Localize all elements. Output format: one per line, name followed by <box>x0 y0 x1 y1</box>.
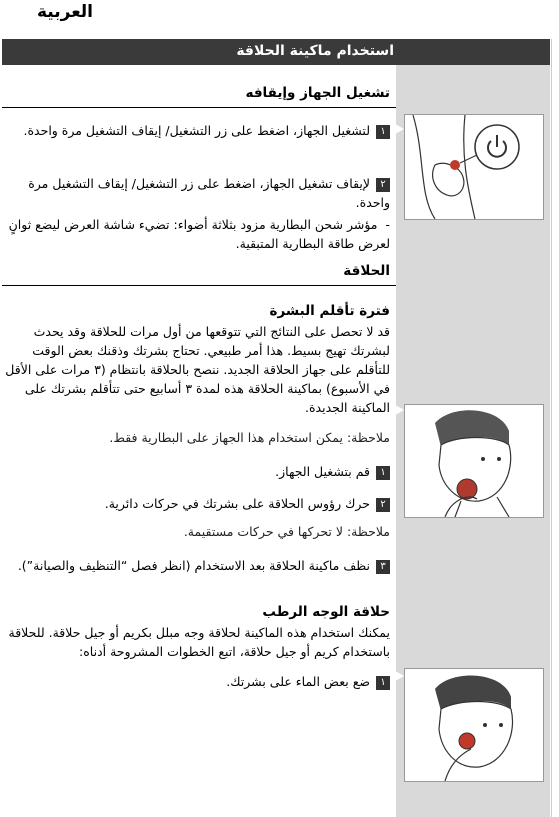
step-number: ٢ <box>376 498 390 512</box>
step-text: لتشغيل الجهاز، اضغط على زر التشغيل/ إيقاف التشغيل مرة واحدة. <box>23 123 370 138</box>
section-heading-on-off: تشغيل الجهاز وإيقافه <box>245 85 390 101</box>
step-text: حرك رؤوس الحلاقة على بشرتك في حركات دائرية. <box>104 496 370 511</box>
step-clean-shaver <box>4 556 390 575</box>
step-circular-movements <box>4 494 390 513</box>
step-1-on <box>4 121 390 140</box>
step-number: ١ <box>376 676 390 690</box>
pointer-arrow <box>390 402 404 418</box>
step-number: ٣ <box>376 560 390 574</box>
skin-adaptation-paragraph: قد لا تحصل على النتائج التي تتوقعها من أول مرات للحلاقة وقد يحدث لبشرتك تهيج بسيط. هذا أمر طبيعي. تحتاج بشرتك وذقنك بعض الوقت للتأقلم على جهاز الحلاقة الجديد. ننصح بالحلاقة بانتظام (٣ مرات على الأقل في الأسبوع) بماكينة الحلاقة هذه لمدة ٣ أسابيع حتى تتأقلم بشرتك على الماكينة الجديدة. <box>5 324 390 415</box>
section-banner <box>2 39 550 65</box>
bullet-text: مؤشر شحن البطارية مزود بثلاثة أضواء: تضيء شاشة العرض ليضع ثوانٍ لعرض طاقة البطارية المتبقية. <box>8 217 390 251</box>
figure-circular-shaving <box>404 404 544 518</box>
skin-adaptation-heading: فترة تأقلم البشرة <box>269 303 390 319</box>
divider <box>2 107 396 108</box>
step-switch-on <box>4 462 390 481</box>
language-label: العربية <box>37 2 94 22</box>
section-heading-shaving: الحلاقة <box>343 263 390 279</box>
step-text: ضع بعض الماء على بشرتك. <box>226 674 370 689</box>
battery-bullet: -مؤشر شحن البطارية مزود بثلاثة أضواء: تضيء شاشة العرض ليضع ثوانٍ لعرض طاقة البطارية المتبقية. <box>8 217 390 251</box>
step-2-off <box>4 174 390 212</box>
wet-shaving-paragraph: يمكنك استخدام هذه الماكينة لحلاقة وجه مبلل بكريم أو جيل حلاقة. للحلاقة باستخدام كريم أو جيل حلاقة، اتبع الخطوات المشروحة أدناه: <box>8 625 390 659</box>
figure-power-button <box>404 114 544 220</box>
banner-title: استخدام ماكينة الحلاقة <box>236 43 394 59</box>
step-number: ٢ <box>376 178 390 192</box>
step-text: نظف ماكينة الحلاقة بعد الاستخدام (انظر فصل “التنظيف والصيانة”). <box>17 558 370 573</box>
battery-only-note: ملاحظة: يمكن استخدام هذا الجهاز على البطارية فقط. <box>109 430 390 445</box>
pointer-arrow <box>390 121 404 137</box>
divider <box>2 285 396 286</box>
straight-movement-note: ملاحظة: لا تحركها في حركات مستقيمة. <box>183 524 390 539</box>
figure-wet-shaving <box>404 668 544 782</box>
step-number: ١ <box>376 125 390 139</box>
pointer-arrow <box>390 668 404 684</box>
step-apply-water <box>4 672 390 691</box>
step-number: ١ <box>376 466 390 480</box>
step-text: لإيقاف تشغيل الجهاز، اضغط على زر التشغيل/ إيقاف التشغيل مرة واحدة. <box>28 176 390 210</box>
page-edge <box>551 39 559 817</box>
wet-shaving-heading: حلاقة الوجه الرطب <box>262 604 390 620</box>
step-text: قم بتشغيل الجهاز. <box>275 464 370 479</box>
